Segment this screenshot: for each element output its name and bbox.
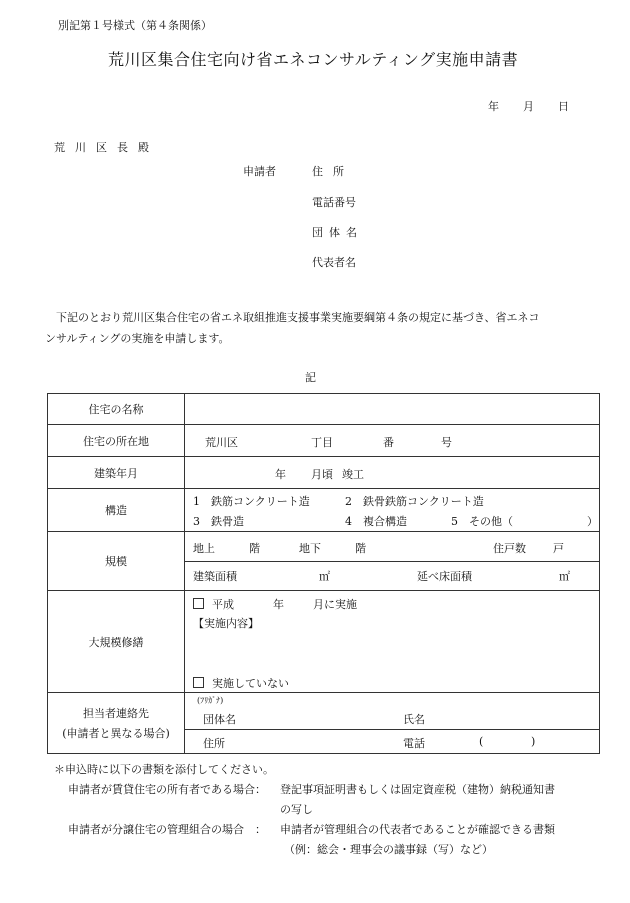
row-contact [48, 693, 600, 754]
contact-address: 住所 [203, 737, 225, 750]
scale-floor-above: 階 [249, 542, 260, 555]
body-text-line1: 下記のとおり荒川区集合住宅の省エネ取組推進支援事業実施要綱第４条の規定に基づき、省エネコ [56, 311, 540, 324]
structure-close-paren: ） [587, 515, 598, 528]
scale-m2-a: ㎡ [319, 570, 330, 583]
repair-year: 年 [273, 598, 284, 611]
scale-label: 規模 [48, 532, 185, 591]
location-chome: 丁目 [311, 436, 333, 449]
structure-opt4: 4 複合構造 [345, 515, 407, 528]
repair-option-done[interactable]: 平成 [193, 596, 234, 612]
scale-building-area: 建築面積 [193, 570, 237, 583]
notes-condo-doc2: （例：総会・理事会の議事録（写）など） [284, 843, 493, 856]
location-ban: 番 [383, 436, 394, 449]
contact-label [48, 693, 185, 754]
checkbox-none[interactable] [193, 677, 204, 688]
built-year: 年 [275, 468, 286, 481]
structure-opt2: 2 鉄骨鉄筋コンクリート造 [345, 495, 484, 508]
applicant-rep-label: 代表者名 [312, 256, 356, 269]
repair-content-label: 【実施内容】 [193, 617, 259, 630]
date-month: 月 [523, 100, 534, 113]
structure-opt1: 1 鉄筋コンクリート造 [193, 495, 310, 508]
application-table [47, 393, 600, 754]
row-scale [48, 532, 600, 591]
contact-name: 氏名 [403, 713, 425, 726]
notes-condo-label: 申請者が分譲住宅の管理組合の場合 ： [68, 823, 266, 836]
date-line [488, 98, 569, 114]
contact-paren-open: ( [479, 735, 484, 748]
built-month: 月頃 [311, 468, 333, 481]
contact-phone: 電話 [403, 737, 425, 750]
scale-above: 地上 [193, 542, 215, 555]
structure-label: 構造 [48, 489, 185, 532]
row-location [48, 425, 600, 457]
body-text-line2: ンサルティングの実施を申請します。 [45, 332, 230, 345]
built-done: 竣工 [342, 468, 364, 481]
scale-units-suffix: 戸 [553, 542, 564, 555]
scale-m2-b: ㎡ [559, 570, 570, 583]
scale-total-area: 延べ床面積 [417, 570, 472, 583]
repair-label: 大規模修繕 [48, 591, 185, 693]
applicant-label: 申請者 [243, 165, 276, 178]
row-built [48, 457, 600, 489]
notes-header: ＊申込時に以下の書類を添付してください。 [54, 763, 274, 776]
scale-below: 地下 [299, 542, 321, 555]
applicant-org-label: 団体名 [312, 226, 363, 239]
structure-opt3: 3 鉄骨造 [193, 515, 244, 528]
row-structure [48, 489, 600, 532]
notes-condo-doc1: 申請者が管理組合の代表者であることが確認できる書類 [280, 823, 555, 836]
repair-month: 月に実施 [313, 598, 357, 611]
addressee: 荒川区長殿 [54, 141, 159, 154]
row-name [48, 394, 600, 425]
notes-rental-doc2: の写し [280, 803, 313, 816]
structure-opt5: 5 その他（ [451, 515, 513, 528]
checkbox-done[interactable] [193, 598, 204, 609]
location-ward: 荒川区 [205, 436, 238, 449]
notes-rental-doc1: 登記事項証明書もしくは固定資産税（建物）納税通知書 [280, 783, 555, 796]
scale-divider [185, 561, 599, 562]
name-label: 住宅の名称 [48, 394, 185, 425]
date-day: 日 [558, 100, 569, 113]
location-go: 号 [441, 436, 452, 449]
scale-field[interactable] [185, 532, 600, 591]
structure-field[interactable] [185, 489, 600, 532]
scale-floor-below: 階 [355, 542, 366, 555]
ki-heading: 記 [305, 371, 316, 384]
contact-org: 団体名 [203, 713, 236, 726]
notes-rental-label: 申請者が賃貸住宅の所有者である場合： [68, 783, 266, 796]
form-reference: 別記第１号様式（第４条関係） [58, 19, 212, 32]
repair-field[interactable] [185, 591, 600, 693]
applicant-phone-label: 電話番号 [312, 196, 356, 209]
page-title: 荒川区集合住宅向け省エネコンサルティング実施申請書 [108, 50, 519, 69]
scale-units: 住戸数 [493, 542, 526, 555]
contact-paren-close: ) [531, 735, 536, 748]
contact-label-line2: (申請者と異なる場合) [62, 727, 170, 740]
contact-field[interactable] [185, 693, 600, 754]
built-field[interactable] [185, 457, 600, 489]
location-label: 住宅の所在地 [48, 425, 185, 457]
date-year: 年 [488, 100, 499, 113]
repair-option-none[interactable]: 実施していない [193, 675, 289, 691]
applicant-address-label: 住所 [312, 165, 354, 178]
contact-label-line1: 担当者連絡先 [83, 707, 149, 720]
contact-divider [185, 729, 599, 730]
built-label: 建築年月 [48, 457, 185, 489]
location-field[interactable] [185, 425, 600, 457]
contact-furigana: (ﾌﾘｶﾞﾅ) [197, 696, 224, 705]
row-repair [48, 591, 600, 693]
name-field[interactable] [185, 394, 600, 425]
